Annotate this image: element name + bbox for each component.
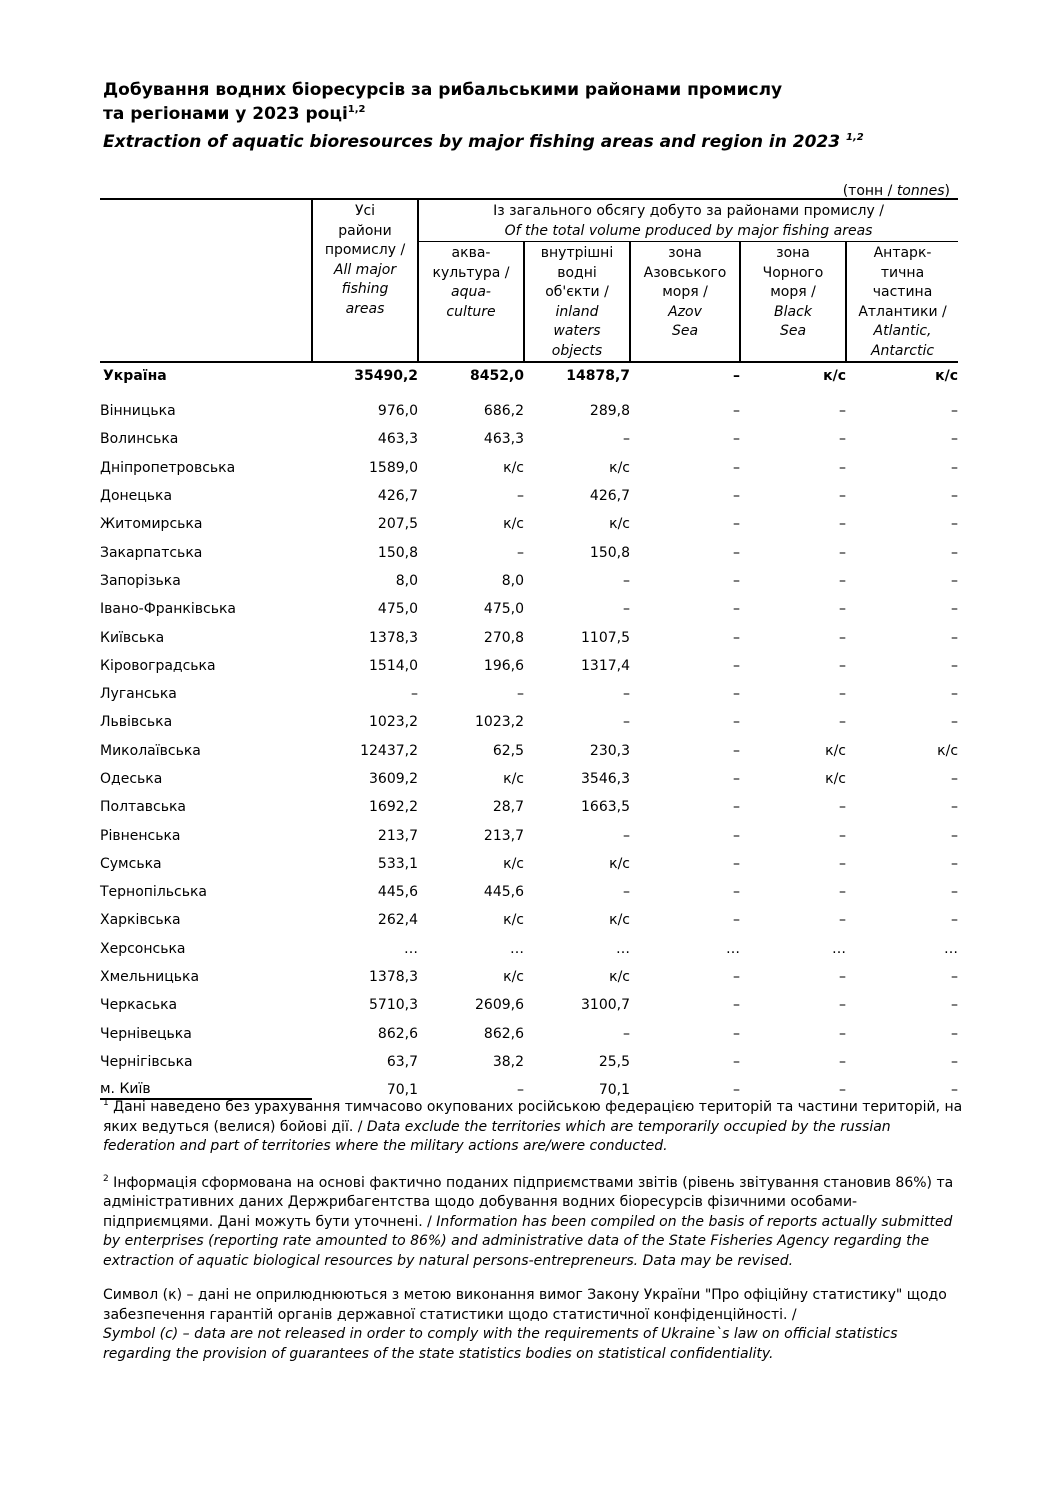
symbol-note-en: Symbol (c) – data are not released in order to comply with the requirements of Ukraine`s law on official statistics regarding the provision of guarantees of the state statistics bodies on statistical confidentiality.	[103, 1326, 898, 1362]
header-group-ua: Із загального обсягу добуто за районами промислу /	[493, 203, 884, 219]
header-all-areas-ua-3: промислу /	[324, 242, 406, 258]
table-cell: –	[951, 1053, 959, 1070]
table-cell: 3100,7	[581, 997, 630, 1014]
footnotes	[103, 1098, 963, 1381]
table-cell: –	[839, 884, 846, 901]
title-ua-superscript: 1,2	[347, 104, 366, 115]
header-col4-ua-3: моря /	[770, 284, 816, 300]
header-col4-en-1: Black	[774, 303, 812, 320]
table-cell: …	[616, 940, 630, 957]
table-cell: –	[839, 686, 846, 703]
title-ukrainian	[103, 78, 983, 126]
table-cell: 1514,0	[369, 657, 418, 674]
units-close: )	[944, 183, 950, 199]
table-cell: –	[733, 686, 740, 703]
table-cell: 445,6	[377, 884, 418, 901]
title-ua-line1: Добування водних біоресурсів за рибальськими районами промислу	[103, 80, 783, 100]
table-row	[100, 454, 958, 482]
table-row	[100, 1020, 958, 1048]
table-cell: 213,7	[483, 827, 524, 844]
table-row	[100, 510, 958, 538]
table-cell: –	[839, 572, 846, 589]
footnote-2	[103, 1174, 963, 1272]
table-row	[100, 680, 958, 708]
table-cell: –	[733, 657, 740, 674]
region-name: Львівська	[100, 714, 173, 731]
table-cell: –	[733, 714, 740, 731]
table-cell: –	[839, 459, 846, 476]
table-cell: –	[951, 1082, 959, 1099]
table-cell: к/с	[609, 912, 630, 929]
region-name: Полтавська	[100, 799, 187, 816]
table-cell: …	[944, 940, 959, 957]
header-col3-ua-3: моря /	[662, 284, 708, 300]
table-cell: 150,8	[377, 544, 418, 561]
table-cell: …	[832, 940, 846, 957]
table-cell: –	[733, 1082, 740, 1099]
header-col2-en-1: inland	[555, 303, 599, 320]
region-name: Миколаївська	[100, 742, 201, 759]
table-cell: 475,0	[377, 601, 418, 618]
table-cell: –	[951, 601, 959, 618]
table-cell: –	[951, 969, 959, 986]
table-cell: –	[517, 1082, 524, 1099]
header-col1-ua-2: культура /	[432, 264, 510, 281]
table-cell: –	[839, 629, 846, 646]
table-row	[100, 623, 958, 651]
table-cell: –	[839, 544, 846, 561]
header-col3-en-2: Sea	[671, 323, 699, 339]
header-black-sea	[740, 242, 846, 363]
table-cell: –	[733, 629, 740, 646]
table-cell: к/с	[503, 855, 524, 872]
table-cell: –	[839, 431, 846, 448]
table-cell: 8,0	[501, 572, 524, 589]
table-cell: –	[517, 544, 524, 561]
table-row	[100, 708, 958, 736]
table-cell: –	[733, 431, 740, 448]
table-cell: к/с	[503, 969, 524, 986]
region-name: Кіровоградська	[100, 657, 216, 674]
table-cell: –	[951, 629, 959, 646]
table-row	[100, 652, 958, 680]
table-cell: 475,0	[483, 601, 524, 618]
region-name: Харківська	[100, 912, 181, 929]
total-value: 35490,2	[354, 368, 418, 384]
table-cell: –	[623, 601, 630, 618]
table-cell: –	[623, 714, 630, 731]
table-cell: к/с	[937, 742, 959, 759]
table-cell: –	[951, 403, 959, 420]
footnote-1	[103, 1098, 963, 1157]
table-row	[100, 991, 958, 1019]
table-cell: –	[733, 1053, 740, 1070]
table-cell: 976,0	[377, 403, 418, 420]
table-cell: –	[839, 714, 846, 731]
table-cell: –	[839, 1053, 846, 1070]
table-cell: –	[839, 657, 846, 674]
table-cell: –	[951, 657, 959, 674]
table-cell: 28,7	[492, 799, 524, 816]
table-cell: 3546,3	[581, 771, 630, 787]
table-cell: –	[839, 488, 846, 505]
table-row	[100, 821, 958, 849]
table-row	[100, 906, 958, 934]
table-cell: –	[951, 827, 959, 844]
header-col1-ua-1: аква-	[451, 245, 491, 261]
total-name: Україна	[103, 368, 167, 384]
table-cell: 196,6	[483, 657, 524, 674]
table-cell: 1107,5	[581, 629, 630, 646]
total-value: 14878,7	[566, 368, 630, 384]
table-cell: 1663,5	[581, 799, 630, 816]
table-cell: –	[623, 827, 630, 844]
table-cell: –	[951, 771, 959, 787]
table-cell: –	[517, 488, 524, 505]
table-cell: 213,7	[377, 827, 418, 844]
table-cell: –	[733, 771, 740, 787]
header-azov-sea	[630, 242, 740, 363]
table-cell: 38,2	[492, 1053, 524, 1070]
footnote-1-en: Data exclude the territories which are temporarily occupied by the russian federation and part of territories where the military actions are/were conducted.	[103, 1118, 891, 1154]
table-cell: 1378,3	[369, 969, 418, 986]
table-cell: –	[411, 686, 418, 703]
table-cell: 289,8	[589, 403, 630, 420]
table-cell: –	[733, 601, 740, 618]
header-group	[418, 199, 958, 242]
header-all-areas-en-3: areas	[345, 300, 385, 317]
table-cell: к/с	[609, 855, 630, 872]
header-region-cell	[100, 199, 312, 362]
table-cell: –	[951, 459, 959, 476]
table-cell: к/с	[503, 912, 524, 929]
table-cell: 533,1	[377, 855, 418, 872]
header-col5-en-1: Atlantic,	[873, 323, 932, 339]
table-row	[100, 482, 958, 510]
table-cell: –	[951, 884, 959, 901]
table-cell: –	[951, 912, 959, 929]
table-cell: –	[733, 912, 740, 929]
table-cell: 1378,3	[369, 629, 418, 646]
table-cell: к/с	[609, 459, 630, 476]
table-cell: …	[404, 940, 418, 957]
table-cell: 426,7	[589, 488, 630, 505]
header-all-areas-en-2: fishing	[341, 281, 389, 297]
header-aquaculture	[418, 242, 524, 363]
table-cell: –	[839, 516, 846, 533]
table-row	[100, 538, 958, 566]
header-group-en: Of the total volume produced by major fishing areas	[504, 222, 873, 239]
table-cell: 862,6	[483, 1025, 524, 1042]
table-row-total	[100, 362, 958, 397]
header-col1-en-1: aqua-	[451, 284, 491, 300]
header-all-areas	[312, 199, 418, 362]
table-cell: –	[623, 884, 630, 901]
table-cell: –	[839, 827, 846, 844]
title-ua-line2	[103, 102, 983, 126]
table-cell: –	[623, 431, 630, 448]
table-cell: 8,0	[395, 572, 418, 589]
table-cell: 150,8	[589, 544, 630, 561]
header-col3-ua-2: Азовського	[643, 264, 727, 281]
region-name: Донецька	[100, 488, 173, 505]
table-cell: –	[839, 969, 846, 986]
table-cell: к/с	[503, 459, 524, 476]
region-name: Запорізька	[100, 572, 181, 589]
table-cell: –	[839, 799, 846, 816]
table-cell: …	[726, 940, 740, 957]
table-cell: 1023,2	[369, 714, 418, 731]
table-cell: 207,5	[377, 516, 418, 533]
region-name: Житомирська	[100, 516, 203, 533]
region-name-text: м. Київ	[100, 1080, 312, 1100]
table-cell: 3609,2	[369, 771, 418, 787]
header-col4-ua-2: Чорного	[762, 264, 824, 281]
table-cell: –	[951, 572, 959, 589]
total-value: к/с	[823, 368, 846, 384]
table-row	[100, 963, 958, 991]
table-cell: –	[951, 686, 959, 703]
table-cell: …	[510, 940, 524, 957]
header-col3-ua-1: зона	[668, 245, 702, 261]
table-cell: 63,7	[386, 1053, 418, 1070]
region-name: Київська	[100, 629, 165, 646]
table-row	[100, 850, 958, 878]
header-col5-ua-4: Атлантики /	[858, 303, 947, 320]
table-cell: –	[733, 516, 740, 533]
region-name: Чернігівська	[100, 1053, 193, 1070]
region-name: Дніпропетровська	[100, 459, 236, 476]
table-cell: 70,1	[598, 1082, 630, 1099]
total-value: –	[733, 368, 740, 384]
table-row	[100, 793, 958, 821]
table-cell: –	[951, 516, 959, 533]
total-value: к/с	[935, 368, 959, 384]
table-cell: 426,7	[377, 488, 418, 505]
table-row	[100, 595, 958, 623]
table-cell: –	[951, 799, 959, 816]
region-name: Хмельницька	[100, 969, 200, 986]
footnote-1-ua: Дані наведено без урахування тимчасово окупованих російською федерацією територій та частини територій, на яких ведуться (велися) бойові дії. /	[103, 1099, 963, 1135]
footnote-2-en: Information has been compiled on the basis of reports actually submitted by enterprises (reporting rate amounted to 86%) and administrative data of the State Fisheries Agency regarding the extraction of aquatic biological resources by natural persons-entrepreneurs. Data may be revised.	[103, 1213, 953, 1269]
region-name: Тернопільська	[100, 884, 207, 901]
table-cell: –	[623, 1025, 630, 1042]
table-cell: к/с	[503, 516, 524, 533]
table-cell: –	[839, 601, 846, 618]
table-cell: –	[733, 572, 740, 589]
table-cell: –	[839, 1082, 846, 1099]
region-name: Вінницька	[100, 403, 176, 420]
table-cell: –	[951, 1025, 959, 1042]
table-cell: 25,5	[598, 1053, 630, 1070]
table-cell: 62,5	[492, 742, 524, 759]
table-cell: –	[733, 544, 740, 561]
header-inland-waters	[524, 242, 630, 363]
header-col5-ua-2: тична	[880, 264, 925, 281]
table-cell: –	[733, 799, 740, 816]
header-col4-ua-1: зона	[776, 245, 810, 261]
table-cell: –	[839, 1025, 846, 1042]
table-cell: –	[733, 742, 740, 759]
table-cell: –	[733, 403, 740, 420]
table-cell: 1692,2	[369, 799, 418, 816]
title-en-text: Extraction of aquatic bioresources by major fishing areas and region in 2023	[103, 132, 846, 152]
symbol-note-ua: Символ (к) – дані не оприлюднюються з метою виконання вимог Закону України "Про офіційну статистику" щодо забезпечення гарантій органів державної статистики щодо статистичної конфіденційності. /	[103, 1287, 947, 1323]
table-cell: 686,2	[483, 403, 524, 420]
table-cell: –	[839, 403, 846, 420]
header-antarctic-atlantic	[846, 242, 958, 363]
table-row	[100, 397, 958, 425]
table-cell: 230,3	[589, 742, 630, 759]
title-en-superscript: 1,2	[846, 132, 864, 143]
total-value: 8452,0	[469, 368, 524, 384]
table-cell: 445,6	[483, 884, 524, 901]
table-cell: –	[951, 544, 959, 561]
table-cell: 270,8	[483, 629, 524, 646]
table-cell: 862,6	[377, 1025, 418, 1042]
header-all-areas-ua-1: Усі	[354, 203, 376, 219]
header-col2-ua-2: водні	[557, 264, 597, 281]
table-cell: 2609,6	[475, 997, 524, 1014]
table-cell: –	[951, 431, 959, 448]
region-name: Чернівецька	[100, 1025, 192, 1042]
table-cell: 70,1	[386, 1082, 418, 1099]
table-cell: к/с	[609, 969, 630, 986]
table-row	[100, 425, 958, 453]
region-name: Івано-Франківська	[100, 601, 236, 618]
table-cell: –	[623, 572, 630, 589]
table-cell: –	[733, 488, 740, 505]
table-cell: –	[733, 969, 740, 986]
region-name: Закарпатська	[100, 544, 203, 561]
header-all-areas-ua-2: райони	[338, 222, 392, 239]
table-row	[100, 567, 958, 595]
header-col2-ua-3: об'єкти /	[545, 284, 609, 300]
header-col2-en-2: waters	[553, 323, 601, 339]
table-cell: –	[517, 686, 524, 703]
title-ua-line2-text: та регіонами у 2023 році	[103, 104, 348, 124]
table-cell: к/с	[825, 771, 846, 787]
header-col1-en-2: culture	[446, 303, 496, 320]
table-cell: к/с	[503, 771, 524, 787]
table-cell: 5710,3	[369, 997, 418, 1014]
table-cell: к/с	[825, 742, 846, 759]
table-body	[100, 362, 958, 1104]
table-cell: 1589,0	[369, 459, 418, 476]
title-english	[103, 130, 983, 154]
header-col3-en-1: Azov	[668, 303, 702, 320]
header-col5-ua-3: частина	[872, 284, 933, 300]
header-all-areas-en-1: All major	[333, 261, 397, 278]
table-cell: –	[733, 459, 740, 476]
table-cell: 1317,4	[581, 657, 630, 674]
table-cell: –	[733, 997, 740, 1014]
table-cell: 463,3	[377, 431, 418, 448]
header-col4-en-2: Sea	[779, 323, 807, 339]
table-cell: –	[733, 884, 740, 901]
units-ua: (тонн /	[842, 183, 897, 199]
table-cell: к/с	[609, 516, 630, 533]
table-row	[100, 737, 958, 765]
table-cell: 463,3	[483, 431, 524, 448]
header-col5-ua-1: Антарк-	[873, 245, 932, 261]
region-name: Херсонська	[100, 940, 186, 957]
symbol-note	[103, 1286, 963, 1364]
table-cell: –	[951, 997, 959, 1014]
table-cell: –	[951, 488, 959, 505]
region-name: Черкаська	[100, 997, 178, 1014]
table-row	[100, 765, 958, 793]
table-cell: –	[839, 997, 846, 1014]
header-col2-en-3: objects	[551, 342, 603, 359]
table-cell: –	[839, 912, 846, 929]
region-name: Луганська	[100, 686, 177, 703]
table-cell: –	[733, 855, 740, 872]
header-col2-ua-1: внутрішні	[540, 245, 614, 261]
table-cell: –	[733, 827, 740, 844]
region-name: Рівненська	[100, 827, 181, 844]
table-cell: –	[733, 1025, 740, 1042]
table-cell: 1023,2	[475, 714, 524, 731]
table-row	[100, 878, 958, 906]
units-en: tonnes	[896, 183, 945, 199]
table-cell: –	[839, 855, 846, 872]
header-col5-en-2: Antarctic	[870, 342, 935, 359]
region-name: Сумська	[100, 855, 162, 872]
table-cell: 12437,2	[360, 742, 418, 759]
footnote-2-ua: Інформація сформована на основі фактично поданих підприємствами звітів (рівень звітування становив 86%) та адміністративних даних Держрибагентства щодо добування водних біоресурсів фізичними особами-підприємцями. Дані можуть бути уточнені. /	[103, 1174, 954, 1230]
table-cell: 262,4	[377, 912, 418, 929]
footnote-1-number: 1	[103, 1098, 109, 1108]
table-row	[100, 935, 958, 963]
data-table	[100, 198, 958, 1104]
table-cell: –	[951, 714, 959, 731]
region-name: Одеська	[100, 771, 163, 787]
table-cell: –	[623, 686, 630, 703]
table-header	[100, 199, 958, 362]
table-cell: –	[951, 855, 959, 872]
footnote-2-number: 2	[103, 1173, 109, 1184]
table-row	[100, 1048, 958, 1076]
region-name: Волинська	[100, 431, 179, 448]
